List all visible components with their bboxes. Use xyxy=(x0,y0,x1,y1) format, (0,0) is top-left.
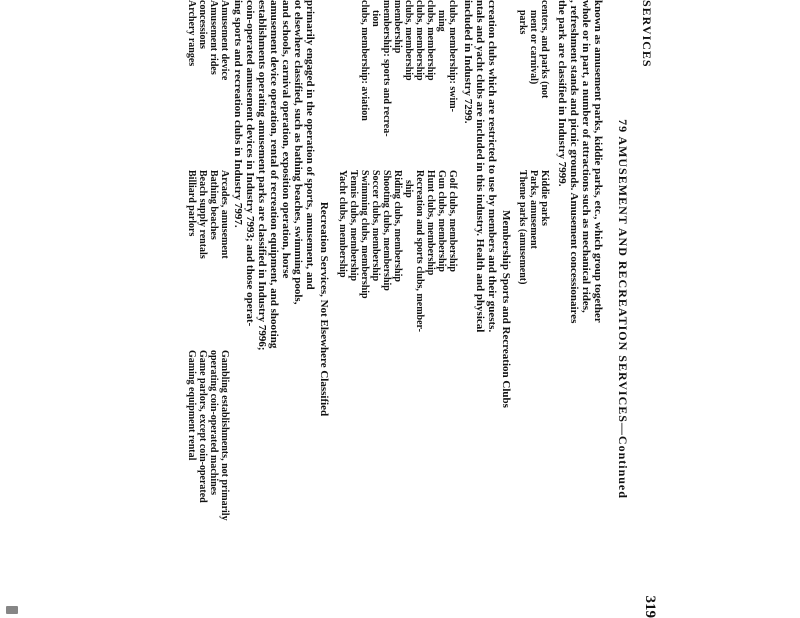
list-item: clubs, membership xyxy=(425,0,436,81)
scan-artifact xyxy=(6,606,18,614)
recreation-items-left xyxy=(186,0,230,150)
section-heading: 79 AMUSEMENT AND RECREATION SERVICES—Continued xyxy=(616,119,630,499)
list-item: Amusement device xyxy=(219,0,230,81)
list-item: membership: sports and recrea- xyxy=(381,0,392,137)
recreation-line: coin-operated amusement devices in Industry 7993; and those operat- xyxy=(244,0,256,327)
intro-line: , refreshment stands and picnic grounds. Amusement concessionaires xyxy=(568,0,580,324)
list-item: Hunt clubs, membership xyxy=(425,170,436,276)
list-item: tion xyxy=(370,10,381,27)
list-item: Gaming equipment rental xyxy=(186,350,197,461)
list-item: ship xyxy=(403,180,414,198)
list-item: Recreation and sports clubs, member- xyxy=(414,170,425,332)
list-item: membership xyxy=(392,0,403,54)
list-item: Amusement rides xyxy=(208,0,219,75)
list-item: clubs, membership: aviation xyxy=(359,0,370,121)
list-item: concessions xyxy=(197,0,208,49)
recreation-line: amusement device operation, rental of recreation equipment, and shooting xyxy=(268,0,280,349)
list-item: operating coin-operated machines xyxy=(208,350,219,495)
recreation-line: and schools, carnival operation, exposition operation, horse xyxy=(280,0,292,279)
recreation-line: ot elsewhere classified, such as bathing beaches, swimming pools, xyxy=(292,0,304,305)
list-item: Golf clubs, membership xyxy=(447,170,458,272)
list-item: ming xyxy=(436,10,447,32)
page-number: 319 xyxy=(642,595,658,618)
intro-line: whole or in part, a number of attractions such as mechanical rides, xyxy=(580,0,592,313)
page-header xyxy=(638,0,666,618)
intro-line: known as amusement parks, kiddie parks, etc., which group together xyxy=(592,0,604,323)
list-item: Beach supply rentals xyxy=(197,170,208,259)
recreation-line: ing sports and recreation clubs in Industry 7997. xyxy=(232,0,244,228)
list-item: Yacht clubs, membership xyxy=(337,170,348,278)
list-item: clubs, membership: swim- xyxy=(447,0,458,112)
rotated-page-content xyxy=(176,0,666,618)
list-item: Tennis clubs, membership xyxy=(348,170,359,282)
clubs-heading: Membership Sports and Recreation Clubs xyxy=(500,210,512,408)
list-item: Swimming clubs, membership xyxy=(359,170,370,299)
recreation-line: establishments operating amusement parks are classified in Industry 7996; xyxy=(256,0,268,351)
list-item: Parks, amusement xyxy=(528,170,539,249)
list-item: Soccer clubs, membership xyxy=(370,170,381,282)
list-item: parks xyxy=(517,10,528,35)
list-item: Arcades, amusement xyxy=(219,170,230,259)
list-item: Riding clubs, membership xyxy=(392,170,403,282)
recreation-items-mid xyxy=(186,170,230,330)
clubs-items-right xyxy=(337,170,458,430)
clubs-items-left xyxy=(359,0,458,150)
list-item: clubs, membership xyxy=(403,0,414,81)
list-item: Game parlors, except coin-operated xyxy=(197,350,208,503)
list-item: ment or carnival) xyxy=(528,10,539,85)
intro-items-left xyxy=(517,0,550,150)
clubs-line: creation clubs which are restricted to use by members and their guests. xyxy=(486,0,498,333)
list-item: centers, and parks (not xyxy=(539,0,550,99)
recreation-heading: Recreation Services, Not Elsewhere Classified xyxy=(318,201,330,417)
clubs-line: included in Industry 7299. xyxy=(462,0,474,124)
list-item: Bathing beaches xyxy=(208,170,219,240)
list-item: Gambling establishments, not primarily xyxy=(219,350,230,521)
intro-items-right xyxy=(517,170,550,330)
list-item: Gun clubs, membership xyxy=(436,170,447,272)
intro-line: the park are classified in Industry 7999. xyxy=(556,0,568,187)
list-item: clubs, membership xyxy=(414,0,425,81)
clubs-line: ntals and yacht clubs are included in this industry. Health and physical xyxy=(474,0,486,333)
list-item: Shooting clubs, membership xyxy=(381,170,392,291)
list-item: Kiddie parks xyxy=(539,170,550,226)
recreation-items-right xyxy=(186,350,230,618)
page-label: SERVICES xyxy=(640,0,654,68)
list-item: Billiard parlors xyxy=(186,170,197,237)
list-item: Archery ranges xyxy=(186,0,197,67)
recreation-line: primarily engaged in the operation of sports, amusement, and xyxy=(304,0,316,290)
list-item: Theme parks (amusement) xyxy=(517,170,528,285)
